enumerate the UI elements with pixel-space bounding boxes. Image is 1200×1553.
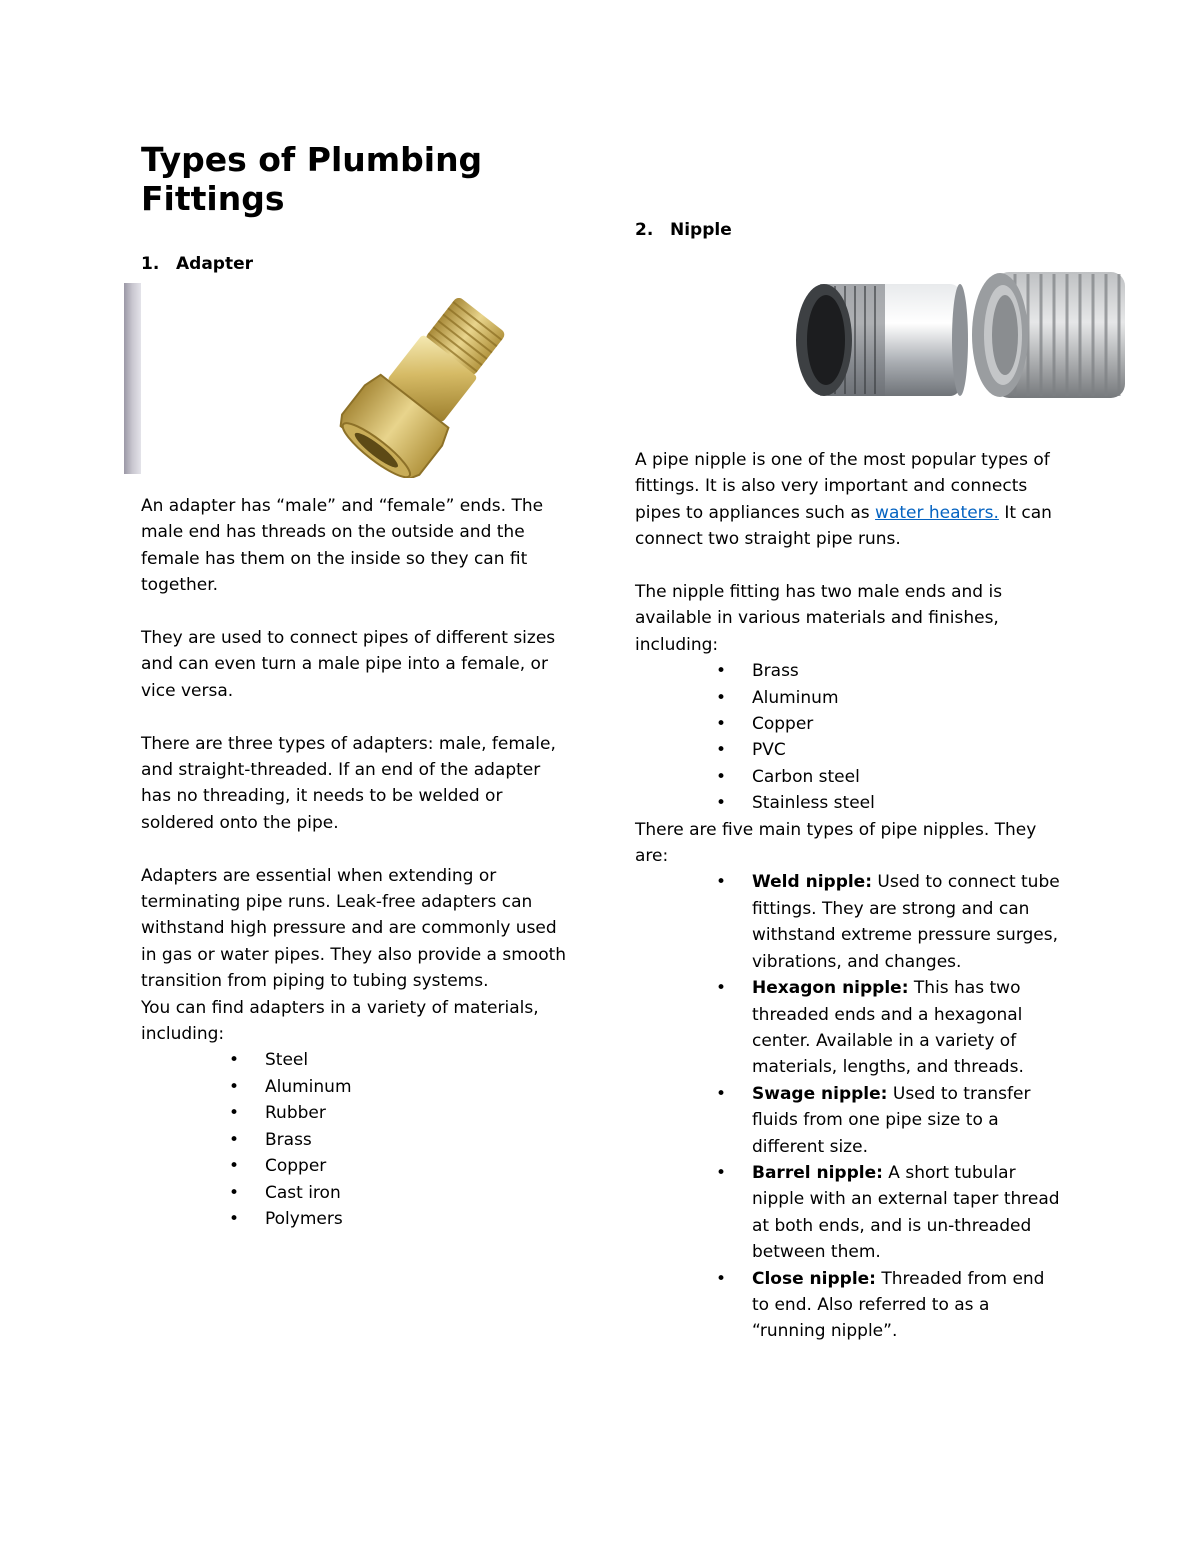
list-item (716, 737, 1065, 763)
nipple-materials-list (716, 658, 1065, 816)
type-name: Swage nipple: (752, 1083, 888, 1104)
type-name: Weld nipple: (752, 872, 873, 893)
pipe-nipples-image (790, 262, 1148, 422)
water-heaters-link[interactable]: water heaters. (875, 502, 999, 523)
bullet: • (229, 1050, 240, 1071)
nipple-paragraph-1-text-end: It can connect two straight pipe runs. (635, 502, 1052, 550)
list-item (229, 1047, 571, 1073)
list-item (716, 658, 1065, 684)
nipple-heading-label: Nipple (670, 220, 732, 240)
adapter-materials-list (229, 1047, 571, 1232)
list-item (716, 764, 1065, 790)
type-description: Used to connect tube fittings. They are strong and can withstand extreme pressure surges, vibrations, and changes. (752, 872, 1060, 972)
page-title: Types of Plumbing Fittings (141, 140, 483, 218)
bullet: • (716, 978, 727, 999)
list-item (229, 1074, 571, 1100)
list-item-text: Copper (752, 714, 814, 735)
bullet: • (716, 872, 727, 893)
bullet: • (716, 661, 727, 682)
bullet: • (716, 740, 727, 761)
nipple-types-list (716, 869, 1065, 1344)
bullet: • (716, 714, 727, 735)
list-item (229, 1100, 571, 1126)
adapter-heading-label: Adapter (176, 254, 254, 274)
type-description: Threaded from end to end. Also referred to as a “running nipple”. (752, 1268, 1045, 1342)
type-name: Barrel nipple: (752, 1162, 883, 1183)
bullet: • (716, 766, 727, 787)
type-description: A short tubular nipple with an external taper thread at both ends, and is un-threaded between them. (752, 1162, 1060, 1263)
list-item-text: Steel (265, 1050, 309, 1071)
brass-adapter-image (325, 298, 535, 478)
bullet: • (716, 793, 727, 814)
adapter-paragraph-5: You can find adapters in a variety of materials, including: (141, 997, 539, 1045)
adapter-heading-number: 1. (141, 254, 160, 274)
nipple-heading (635, 217, 732, 243)
list-item (716, 1266, 1065, 1345)
list-item (716, 1160, 1065, 1266)
bullet: • (229, 1208, 240, 1229)
bullet: • (716, 1268, 727, 1289)
bullet: • (229, 1076, 240, 1097)
nipple-paragraph-3: There are five main types of pipe nipples. They are: (635, 819, 1037, 867)
list-item-text: PVC (752, 740, 786, 761)
bullet: • (229, 1129, 240, 1150)
adapter-section (141, 493, 571, 1232)
stainless-steel-nipple (972, 272, 1125, 398)
bullet: • (229, 1182, 240, 1203)
nipple-section (635, 447, 1065, 1345)
bullet: • (716, 1083, 727, 1104)
list-item-text: Copper (265, 1156, 327, 1177)
bullet: • (716, 1162, 727, 1183)
adapter-paragraph-3: There are three types of adapters: male, female, and straight-threaded. If an end of the adapter has no threading, it needs to be welded or soldered onto the pipe. (141, 733, 556, 833)
bullet: • (716, 687, 727, 708)
decorative-side-bar (124, 283, 141, 474)
list-item (716, 790, 1065, 816)
list-item-text: Aluminum (752, 687, 839, 708)
type-name: Close nipple: (752, 1268, 876, 1289)
list-item-text: Rubber (265, 1103, 326, 1124)
nipple-paragraph-1-text: A pipe nipple is one of the most popular types of fittings. It is also very important and connects pipes to appliances such as (635, 450, 1050, 523)
list-item (229, 1180, 571, 1206)
list-item (229, 1206, 571, 1232)
bullet: • (229, 1103, 240, 1124)
list-item (716, 1081, 1065, 1160)
list-item-text: Aluminum (265, 1076, 352, 1097)
list-item-text: Polymers (265, 1208, 343, 1229)
list-item-text: Stainless steel (752, 793, 875, 814)
type-description: Used to transfer fluids from one pipe size to a different size. (752, 1083, 1031, 1157)
adapter-paragraph-2: They are used to connect pipes of different sizes and can even turn a male pipe into a female, or vice versa. (141, 628, 556, 701)
list-item (229, 1127, 571, 1153)
adapter-heading (141, 251, 253, 277)
adapter-paragraph-4: Adapters are essential when extending or terminating pipe runs. Leak-free adapters can withstand high pressure and are commonly used in gas or water pipes. They also provide a smooth transition from piping to tubing systems. (141, 865, 567, 992)
type-description: This has two threaded ends and a hexagonal center. Available in a variety of materials, lengths, and threads. (752, 978, 1024, 1078)
bullet: • (229, 1156, 240, 1177)
nipple-heading-number: 2. (635, 220, 654, 240)
list-item (716, 685, 1065, 711)
nipple-paragraph-2: The nipple fitting has two male ends and is available in various materials and finishes, including: (635, 582, 1003, 655)
list-item-text: Brass (265, 1129, 312, 1150)
list-item-text: Cast iron (265, 1182, 341, 1203)
list-item (716, 711, 1065, 737)
black-steel-nipple (796, 284, 968, 396)
list-item-text: Brass (752, 661, 799, 682)
nipple-paragraph-1 (635, 447, 1065, 553)
list-item-text: Carbon steel (752, 766, 860, 787)
list-item (229, 1153, 571, 1179)
list-item (716, 869, 1065, 975)
list-item (716, 975, 1065, 1081)
adapter-paragraph-1: An adapter has “male” and “female” ends. The male end has threads on the outside and the female has them on the inside so they can fit together. (141, 496, 544, 596)
type-name: Hexagon nipple: (752, 978, 909, 999)
